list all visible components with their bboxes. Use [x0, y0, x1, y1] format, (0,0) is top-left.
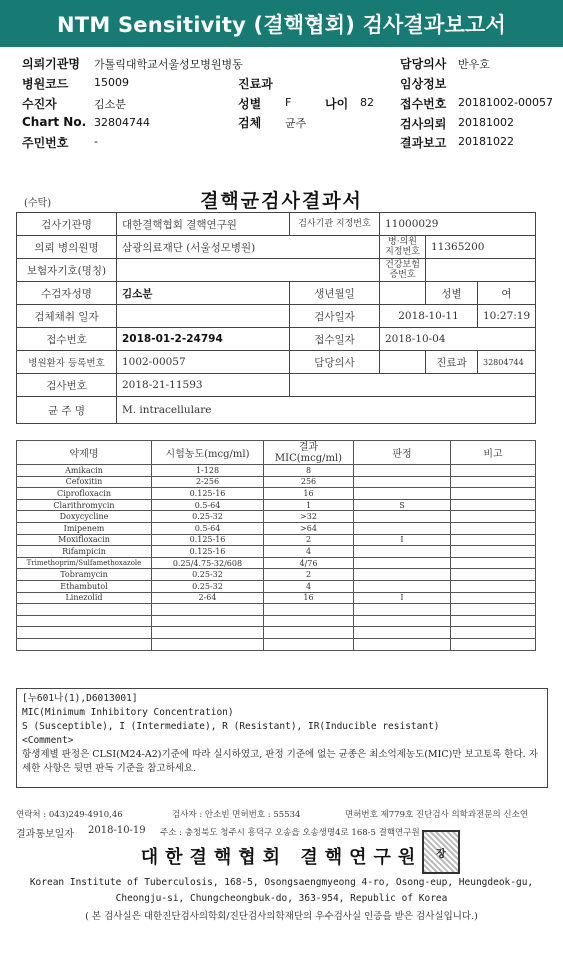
drug-cell-drug	[17, 638, 152, 650]
drug-cell-drug: Imipenem	[17, 522, 152, 534]
field-key: 성별	[238, 97, 262, 111]
notes-code: [누601나(1),D6013001]	[22, 693, 138, 704]
drug-cell-mic	[264, 627, 354, 639]
field-key: Chart No.	[22, 115, 87, 129]
drug-cell-judge	[354, 615, 451, 627]
drug-row	[17, 465, 536, 477]
drug-cell-judge	[354, 522, 451, 534]
drug-row	[17, 522, 536, 534]
drug-row	[17, 569, 536, 581]
drug-row	[17, 488, 536, 500]
drug-row	[17, 580, 536, 592]
field-value: 균주	[285, 117, 307, 130]
drug-cell-note	[451, 592, 536, 604]
field-key: 진료과	[238, 77, 273, 91]
drug-cell-mic: 2	[264, 534, 354, 546]
drug-cell-range	[152, 604, 264, 616]
drug-cell-note	[451, 638, 536, 650]
org-address-en-2: Cheongju-si, Chungcheongbuk-do, 363-954, Republic of Korea	[115, 893, 448, 904]
footer-address: 주소 : 충청북도 청주시 흥덕구 오송읍 오송생명4로 168-5 결핵연구원	[160, 828, 420, 838]
field-value: 김소분	[94, 98, 126, 111]
drug-cell-drug: Ciprofloxacin	[17, 488, 152, 500]
drug-row	[17, 546, 536, 558]
field-key: 병원코드	[22, 77, 69, 91]
certification-note: ( 본 검사실은 대한진단검사의학회/진단검사의학재단의 우수검사실 인증을 받은 검사실입니다.)	[85, 911, 478, 922]
drug-cell-judge	[354, 638, 451, 650]
drug-cell-mic: 16	[264, 488, 354, 500]
field-key: 주민번호	[22, 136, 69, 150]
drug-table	[16, 440, 536, 651]
drug-cell-drug	[17, 604, 152, 616]
notes-box	[16, 688, 548, 788]
drug-cell-drug	[17, 615, 152, 627]
drug-cell-range: 0.125-16	[152, 488, 264, 500]
notes-comment-label: <Comment>	[22, 735, 74, 746]
drug-cell-note	[451, 534, 536, 546]
drug-row	[17, 534, 536, 546]
drug-cell-judge: S	[354, 499, 451, 511]
drug-cell-drug: Linezolid	[17, 592, 152, 604]
drug-cell-judge	[354, 580, 451, 592]
drug-header: 약제명	[17, 441, 152, 465]
drug-cell-range	[152, 627, 264, 639]
field-key: 검체	[238, 116, 262, 130]
org-name-korean: 대한결핵협회 결핵연구원	[140, 847, 423, 868]
org-address-en-1: Korean Institute of Tuberculosis, 168-5, Osongsaengmyeong 4-ro, Osong-eup, Heungdeok-gu,	[29, 877, 534, 888]
drug-cell-note	[451, 511, 536, 523]
drug-row	[17, 511, 536, 523]
drug-cell-drug: Cefoxitin	[17, 476, 152, 488]
drug-cell-drug: Clarithromycin	[17, 499, 152, 511]
official-seal: 장	[422, 830, 460, 874]
drug-cell-mic: 4/76	[264, 557, 354, 569]
footer-report-date-label: 결과통보일자	[16, 829, 74, 840]
drug-cell-note	[451, 627, 536, 639]
drug-cell-mic: 16	[264, 592, 354, 604]
drug-cell-range: 0.5-64	[152, 522, 264, 534]
drug-cell-mic: 1	[264, 499, 354, 511]
drug-row	[17, 476, 536, 488]
drug-cell-drug: Tobramycin	[17, 569, 152, 581]
drug-cell-judge	[354, 604, 451, 616]
drug-cell-judge: I	[354, 592, 451, 604]
drug-cell-note	[451, 604, 536, 616]
drug-cell-judge	[354, 476, 451, 488]
field-key: 수진자	[22, 97, 57, 111]
field-value: 가톨릭대학교서울성모병원병동	[94, 58, 243, 71]
drug-cell-note	[451, 465, 536, 477]
drug-row	[17, 557, 536, 569]
drug-cell-range: 0.25-32	[152, 511, 264, 523]
drug-cell-judge	[354, 488, 451, 500]
drug-cell-mic	[264, 638, 354, 650]
field-value: -	[94, 135, 98, 148]
field-key: 나이	[325, 97, 349, 111]
drug-cell-range: 0.125-16	[152, 534, 264, 546]
field-key: 접수번호	[400, 97, 447, 111]
drug-row	[17, 627, 536, 639]
drug-cell-note	[451, 499, 536, 511]
footer-contact: 연락처 : 043)249-4910,46	[16, 810, 123, 820]
drug-cell-judge	[354, 465, 451, 477]
drug-cell-note	[451, 522, 536, 534]
field-value: 20181022	[458, 135, 514, 148]
drug-cell-mic: 4	[264, 546, 354, 558]
drug-cell-drug: Trimethoprim/Sulfamethoxazole	[17, 557, 152, 569]
drug-cell-mic	[264, 615, 354, 627]
drug-cell-note	[451, 476, 536, 488]
drug-cell-range: 0.125-16	[152, 546, 264, 558]
drug-cell-range: 1-128	[152, 465, 264, 477]
field-key: 결과보고	[400, 136, 447, 150]
drug-cell-note	[451, 488, 536, 500]
drug-cell-drug: Moxifloxacin	[17, 534, 152, 546]
drug-header: 시험농도(mcg/ml)	[152, 441, 264, 465]
drug-cell-judge	[354, 569, 451, 581]
field-key: 의뢰기관명	[22, 57, 80, 71]
notes-comment: 항생제별 판정은 CLSI(M24-A2)기준에 따라 실시하였고, 판정 기준에 없는 균종은 최소억제농도(MIC)만 보고토록 한다. 자세한 사항은 뒷면 판독 기준을 참고하세요.	[22, 749, 538, 774]
drug-cell-range: 0.25-32	[152, 569, 264, 581]
drug-cell-range: 2-256	[152, 476, 264, 488]
drug-cell-note	[451, 569, 536, 581]
drug-cell-judge	[354, 627, 451, 639]
drug-cell-judge	[354, 557, 451, 569]
drug-cell-drug	[17, 627, 152, 639]
drug-header: 결과 MIC(mcg/ml)	[264, 441, 354, 465]
drug-cell-note	[451, 580, 536, 592]
field-value: 15009	[94, 76, 129, 89]
drug-cell-drug: Ethambutol	[17, 580, 152, 592]
drug-cell-judge	[354, 546, 451, 558]
field-key: 검사의뢰	[400, 117, 447, 131]
report-title: NTM Sensitivity (결핵협회) 검사결과보고서	[57, 12, 506, 37]
notes-mic: MIC(Minimum Inhibitory Concentration)	[22, 707, 234, 718]
drug-cell-mic: >32	[264, 511, 354, 523]
drug-cell-note	[451, 557, 536, 569]
drug-row	[17, 604, 536, 616]
drug-cell-judge: I	[354, 534, 451, 546]
drug-cell-mic: 256	[264, 476, 354, 488]
drug-cell-mic: >64	[264, 522, 354, 534]
drug-cell-range	[152, 615, 264, 627]
info-table: 검사기관명 대한결핵협회 결핵연구원 검사기관 지정번호 11000029 의뢰 병의원명 삼광의료재단 (서울성모병원) 병·의원 지정번호 11365200 보험자기호(명칭) 건강보험 증번호 수검자성명 김소분 생년월일 성별 여 검체채취 일자 검사일자 2018-10-11 10:27:19 접수번호 2018-01-2-24794 접수일자 2018-10-04 병원환자 등록번호 1002-00057 담당의사 진료과 32804744 검사번호 2018-21-11593 균 주 명 M. intracellulare	[16, 212, 536, 424]
drug-cell-note	[451, 546, 536, 558]
drug-cell-range: 0.25/4.75-32/608	[152, 557, 264, 569]
drug-cell-mic: 2	[264, 569, 354, 581]
drug-cell-drug: Doxycycline	[17, 511, 152, 523]
field-key: 담당의사	[400, 57, 447, 71]
drug-row	[17, 499, 536, 511]
drug-cell-range: 0.5-64	[152, 499, 264, 511]
notes-legend: S (Susceptible), I (Intermediate), R (Resistant), IR(Inducible resistant)	[22, 721, 440, 732]
drug-cell-drug: Amikacin	[17, 465, 152, 477]
drug-row	[17, 615, 536, 627]
field-value: 반우호	[458, 58, 490, 71]
report-title-bar	[0, 0, 563, 47]
drug-cell-judge	[354, 511, 451, 523]
drug-cell-range: 2-64	[152, 592, 264, 604]
drug-cell-note	[451, 615, 536, 627]
drug-cell-mic: 4	[264, 580, 354, 592]
paper-title: 결핵균검사결과서	[200, 190, 363, 212]
drug-row	[17, 592, 536, 604]
drug-cell-range	[152, 638, 264, 650]
footer-license: 면허번호 제779호 진단검사 의학과전문의 신소연	[345, 810, 529, 820]
drug-row	[17, 638, 536, 650]
drug-cell-range: 0.25-32	[152, 580, 264, 592]
field-value: F	[285, 96, 292, 109]
field-key: 임상정보	[400, 77, 447, 91]
drug-cell-drug: Rifampicin	[17, 546, 152, 558]
drug-header: 판정	[354, 441, 451, 465]
field-value: 20181002	[458, 116, 514, 129]
footer-examiner: 검사자 : 안소빈 면허번호 : 55534	[172, 810, 301, 820]
drug-cell-mic: 8	[264, 465, 354, 477]
footer-report-date: 2018-10-19	[88, 825, 146, 836]
field-value: 20181002-00057	[458, 96, 553, 109]
field-value: 32804744	[94, 116, 150, 129]
field-value: 82	[360, 96, 374, 109]
drug-header: 비고	[451, 441, 536, 465]
drug-cell-mic	[264, 604, 354, 616]
stamp-label: (수탁)	[24, 198, 52, 209]
